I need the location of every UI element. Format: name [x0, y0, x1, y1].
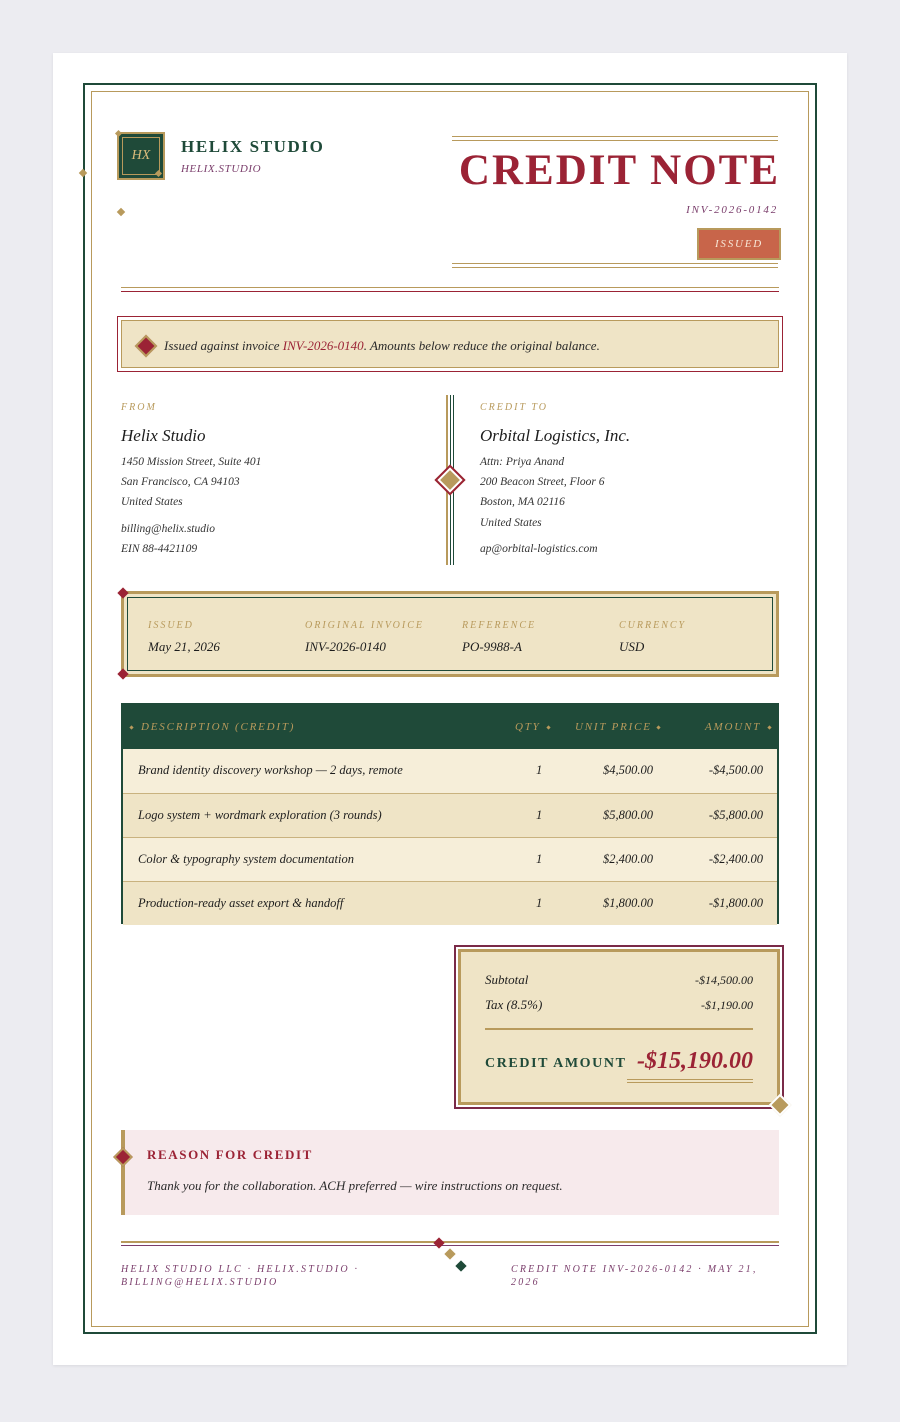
reason-title: REASON FOR CREDIT — [147, 1147, 313, 1162]
credit-to-address-line: United States — [480, 517, 542, 529]
row-description: Color & typography system documentation — [138, 852, 354, 866]
credit-amount-label: CREDIT AMOUNT — [485, 1056, 627, 1071]
tax-label: Tax (8.5%) — [485, 997, 543, 1012]
notice-diamond-icon — [135, 335, 158, 358]
column-header-qty: QTY — [515, 721, 541, 733]
notice-text: Issued against invoice INV-2026-0140. Amounts below reduce the original balance. — [164, 338, 600, 353]
column-header-amount: AMOUNT — [704, 721, 761, 733]
title-rule-bottom — [452, 263, 778, 264]
row-description: Logo system + wordmark exploration (3 rounds) — [138, 808, 382, 822]
title-rule-top — [452, 136, 778, 137]
footer-company: HELIX STUDIO LLC · HELIX.STUDIO · BILLING@HELIX.STUDIO — [121, 1264, 360, 1288]
column-header-unit-price: UNIT PRICE — [575, 721, 652, 733]
credit-to-label: CREDIT TO — [480, 402, 548, 413]
from-email[interactable]: billing@helix.studio — [121, 523, 215, 535]
column-header-description: DESCRIPTION (CREDIT) — [141, 721, 296, 733]
row-qty: 1 — [536, 808, 543, 822]
table-row — [123, 881, 777, 925]
table-header — [123, 705, 777, 749]
header-divider — [121, 287, 779, 288]
credit-to-address-line: 200 Beacon Street, Floor 6 — [480, 476, 605, 488]
meta-original-invoice-label: ORIGINAL INVOICE — [305, 620, 425, 631]
meta-currency-label: CURRENCY — [619, 620, 687, 631]
credit-to-name: Orbital Logistics, Inc. — [480, 426, 631, 445]
table-row — [123, 837, 777, 881]
meta-reference-value: PO-9988-A — [462, 639, 522, 654]
credit-to-email[interactable]: ap@orbital-logistics.com — [480, 543, 598, 555]
meta-original-invoice-value: INV-2026-0140 — [305, 639, 386, 654]
title-rule-top — [452, 140, 778, 141]
brand-logo — [117, 132, 165, 180]
brand-site: HELIX.STUDIO — [181, 163, 262, 175]
from-label: FROM — [121, 402, 157, 413]
from-address-line: 1450 Mission Street, Suite 401 — [121, 456, 262, 468]
meta-issued-value: May 21, 2026 — [148, 639, 220, 654]
row-qty: 1 — [536, 852, 543, 866]
row-description: Production-ready asset export & handoff — [138, 896, 344, 910]
status-badge: ISSUED — [697, 228, 781, 260]
totals-divider — [485, 1028, 753, 1030]
table-row — [123, 793, 777, 837]
row-qty: 1 — [536, 763, 543, 777]
tax-value: -$1,190.00 — [701, 998, 753, 1012]
row-unit-price: $4,500.00 — [603, 763, 653, 777]
subtotal-label: Subtotal — [485, 972, 529, 987]
row-amount: -$4,500.00 — [708, 763, 763, 777]
footer-rule — [121, 1241, 779, 1243]
logo-initials: HX — [131, 148, 151, 163]
row-unit-price: $2,400.00 — [603, 852, 653, 866]
from-name: Helix Studio — [121, 426, 206, 445]
notice-banner — [117, 316, 783, 372]
credit-to-address-line: Attn: Priya Anand — [480, 456, 565, 468]
footer-document-ref: CREDIT NOTE INV-2026-0142 · MAY 21, 2026 — [511, 1264, 758, 1288]
table-row — [123, 749, 777, 793]
reason-body: Thank you for the collaboration. ACH preferred — wire instructions on request. — [147, 1178, 563, 1193]
grand-underline — [627, 1082, 753, 1083]
row-qty: 1 — [536, 896, 543, 910]
meta-box — [121, 591, 779, 677]
row-description: Brand identity discovery workshop — 2 days, remote — [138, 763, 403, 777]
title-rule-bottom — [452, 267, 778, 268]
totals-box — [454, 945, 784, 1109]
from-address-line: United States — [121, 496, 183, 508]
row-amount: -$2,400.00 — [708, 852, 763, 866]
reason-panel — [121, 1130, 779, 1215]
row-unit-price: $1,800.00 — [603, 896, 653, 910]
subtotal-value: -$14,500.00 — [695, 973, 753, 987]
line-items-table — [121, 703, 779, 924]
footer-rule — [121, 1245, 779, 1246]
row-unit-price: $5,800.00 — [603, 808, 653, 822]
credit-amount-value: -$15,190.00 — [637, 1048, 753, 1074]
from-ein: EIN 88-4421109 — [121, 543, 198, 555]
meta-currency-value: USD — [619, 639, 645, 654]
original-invoice-link[interactable]: INV-2026-0140 — [282, 338, 364, 353]
meta-reference-label: REFERENCE — [462, 620, 537, 631]
row-amount: -$5,800.00 — [708, 808, 763, 822]
document-number: INV-2026-0142 — [686, 204, 778, 216]
credit-to-address-line: Boston, MA 02116 — [480, 496, 565, 508]
row-amount: -$1,800.00 — [708, 896, 763, 910]
grand-underline — [627, 1079, 753, 1080]
document-title: CREDIT NOTE — [458, 147, 780, 194]
brand-name: HELIX STUDIO — [181, 137, 325, 156]
meta-issued-label: ISSUED — [148, 620, 194, 631]
header-divider — [121, 291, 779, 292]
from-address-line: San Francisco, CA 94103 — [121, 476, 240, 488]
